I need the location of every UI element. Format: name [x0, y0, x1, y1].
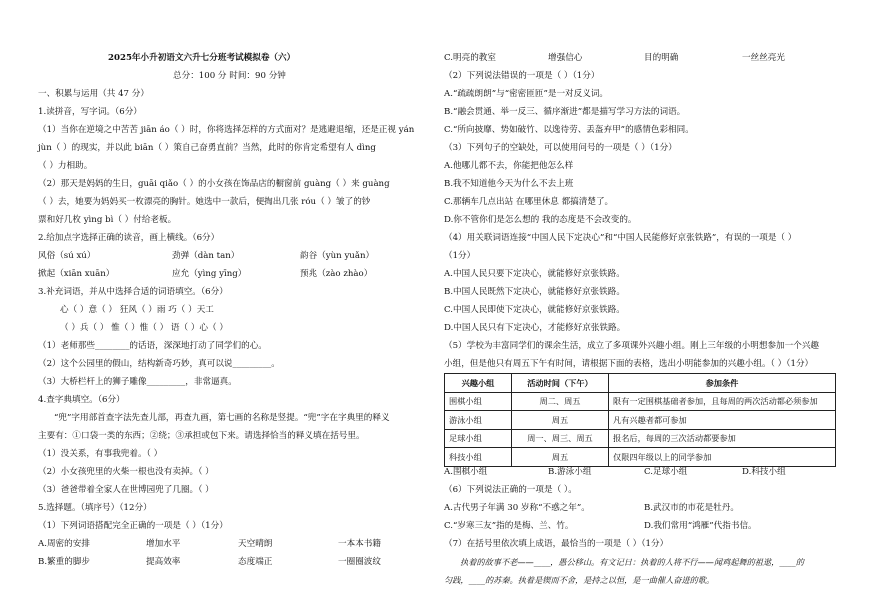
- q5-7-question: （7）在括号里依次填上成语，最恰当的一项是（ ）（1分）: [444, 539, 669, 549]
- q4-paragraph-2: 主要有：①口袋一类的东西；②绕；③承担或包下来。请选择恰当的释义填在括号里。: [38, 431, 365, 441]
- table-cell: 仅限四年级以上的同学参加: [609, 448, 836, 467]
- table-cell: 科技小组: [445, 448, 512, 467]
- q1-line-6: 票和好几枚 yìng bì（ ）付给老板。: [38, 215, 177, 225]
- interest-group-table: [444, 373, 836, 467]
- q5-2-option-c: C.“所向披靡、势如破竹、以逸待劳、丢盔弃甲”的感情色彩相同。: [444, 125, 694, 135]
- q1-title: 1.读拼音，写字词。（6分）: [38, 107, 142, 117]
- q5-4-option-a: A.中国人民只要下定决心，就能修好京张铁路。: [444, 269, 625, 279]
- q2-row-1-a: 风俗（sú xú）: [38, 251, 96, 261]
- q5-7-passage-2: 匀践，____的苏秦。执着是锲而不舍，是持之以恒，是一曲催人奋进的歌。: [444, 575, 715, 585]
- q5-4-score: （1分）: [444, 251, 476, 261]
- q5-3-option-a: A.他哪儿都不去，你能把他怎么样: [444, 161, 574, 171]
- q4-sentence-3: （3）爸爸带着全家人在世博园兜了几圈。（ ）: [38, 485, 214, 495]
- q4-sentence-1: （1）没关系，有事我兜着。（ ）: [38, 449, 163, 459]
- q2-row-2-a: 掀起（xiān xuān）: [38, 269, 115, 279]
- q3-row-2: （ ）兵（ ） 惟（ ）惟（ ） 语（ ）心（ ）: [60, 323, 228, 333]
- q1-line-5: （ ）去，她要为妈妈买一枚漂亮的胸针。她选中一款后，便掏出几张 róu（ ）皱了的钞: [38, 197, 371, 207]
- table-cell: 周一、周三、周五: [512, 429, 609, 448]
- q2-row-1-b: 劲弹（dàn tan）: [172, 251, 240, 261]
- q1-line-4: （2）那天是妈妈的生日，guāi qiǎo（ ）的小女孩在饰品店的橱窗前 guàng（ ）来 guàng: [38, 179, 390, 189]
- table-cell: 周二、周五: [512, 392, 609, 411]
- q5-6-question: （6）下列说法正确的一项是（ ）。: [444, 485, 577, 495]
- q2-row-2-b: 应允（yìng yīng）: [172, 269, 247, 279]
- q3-row-1: 心（ ）意（ ） 狂风（ ）雨 巧（ ）天工: [60, 305, 214, 315]
- table-cell: 足球小组: [445, 429, 512, 448]
- q5-4-question: （4）用关联词语连接“中国人民下定决心”和“中国人民能修好京张铁路”，有误的一项是（ ）: [444, 233, 797, 243]
- q4-paragraph-1: “兜”字用部首查字法先查儿部，再查九画，第七画的名称是竖提。“兜”字在字典里的释义: [54, 413, 390, 423]
- score-time: 总分：100 分 时间：90 分钟: [173, 71, 286, 81]
- q2-title: 2.给加点字选择正确的读音，画上横线。（6分）: [38, 233, 220, 243]
- q5-1-row1-c: 天空晴朗: [238, 539, 273, 549]
- q5-1-row2-d: 一圈圈波纹: [338, 557, 381, 567]
- q1-line-2: jùn（ ）的现实，并以此 biān（ ）策自己奋勇直前？当然，此时的你肯定希望有人 dìng: [38, 143, 376, 153]
- table-row: [445, 429, 836, 448]
- q1-line-3: （ ）力相助。: [38, 161, 93, 171]
- table-cell: 游泳小组: [445, 411, 512, 430]
- q5-5-question-cont: 小组，但是他只有周五下午有时间，请根据下面的表格，选出小明能参加的兴趣小组。（ ）（1分）: [444, 359, 814, 369]
- q5-1-row3-b: 增强信心: [548, 53, 583, 63]
- q5-3-question: （3）下列句子的空缺处，可以使用问号的一项是（ ）（1分）: [444, 143, 677, 153]
- q3-sentence-3: （3）大桥栏杆上的狮子雕像_________，非常逼真。: [38, 377, 237, 387]
- q2-row-2-c: 预兆（zào zhào）: [300, 269, 373, 279]
- q5-1-row2-c: 态度端正: [238, 557, 273, 567]
- q5-6-option-a: A.古代男子年满 30 岁称“不惑之年”。: [444, 503, 590, 513]
- q5-3-option-b: B.我不知道他今天为什么不去上班: [444, 179, 574, 189]
- q5-4-option-c: C.中国人民即使下定决心，就能修好京张铁路。: [444, 305, 625, 315]
- q5-2-option-b: B.“融会贯通、举一反三、循序渐进”都是描写学习方法的词语。: [444, 107, 686, 117]
- table-row: [445, 411, 836, 430]
- exam-title: 2025年小升初语文六升七分班考试模拟卷（六）: [108, 53, 296, 63]
- q5-5-option-c: C.足球小组: [644, 467, 688, 477]
- table-cell: 周五: [512, 448, 609, 467]
- q5-3-option-c: C.那辆车几点出站 在哪里休息 都搞清楚了。: [444, 197, 614, 207]
- q5-5-question: （5）学校为丰富同学们的课余生活，成立了多项课外兴趣小组。刚上三年级的小明想参加一个兴趣: [444, 341, 820, 351]
- table-cell: 周五: [512, 411, 609, 430]
- table-header-cell: 兴趣小组: [445, 374, 512, 393]
- table-header-cell: 活动时间（下午）: [512, 374, 609, 393]
- q5-1-row1-a: A.周密的安排: [38, 539, 90, 549]
- q5-title: 5.选择题。（填序号）（12分）: [38, 503, 152, 513]
- q5-6-option-d: D.我们常用“鸿雁”代指书信。: [644, 521, 757, 531]
- q5-2-question: （2）下列说法错误的一项是（ ）（1分）: [444, 71, 600, 81]
- q5-4-option-b: B.中国人民既然下定决心，就能修好京张铁路。: [444, 287, 625, 297]
- table-cell: 报名后，每周的三次活动都要参加: [609, 429, 836, 448]
- q5-7-passage-1: 执着的故事不老——____，愚公移山。有文记日：执着的人将不行——闻鸡起舞的祖逖，____的: [460, 557, 804, 567]
- q2-row-1-c: 韵谷（yùn yuǎn）: [300, 251, 375, 261]
- q5-1-row3-d: 一丝丝亮光: [742, 53, 785, 63]
- q4-title: 4.查字典填空。（6分）: [38, 395, 125, 405]
- section-1-heading: 一、积累与运用（共 47 分）: [38, 89, 149, 99]
- q5-4-option-d: D.中国人民只有下定决心，才能修好京张铁路。: [444, 323, 626, 333]
- q5-1-question: （1）下列词语搭配完全正确的一项是（ ）（1分）: [38, 521, 228, 531]
- q3-title: 3.补充词语，并从中选择合适的词语填空。（6分）: [38, 287, 228, 297]
- q1-line-1: （1）当你在逆境之中苦苦 jiān áo（ ）时，你将选择怎样的方式面对？是逃避退缩，还是正视 yán: [38, 125, 415, 135]
- table-header-row: [445, 374, 836, 393]
- q5-5-option-d: D.科技小组: [742, 467, 786, 477]
- q3-sentence-1: （1）老师那些________的话语，深深地打动了同学们的心。: [38, 341, 267, 351]
- q5-3-option-d: D.你不管你们是怎么想的 我的态度是不会改变的。: [444, 215, 637, 225]
- q5-5-option-a: A.围棋小组: [444, 467, 488, 477]
- table-cell: 限有一定围棋基础者参加，且每周的两次活动都必须参加: [609, 392, 836, 411]
- table-row: [445, 392, 836, 411]
- q5-1-row2-b: 提高效率: [146, 557, 181, 567]
- q5-1-row1-d: 一本本书籍: [338, 539, 381, 549]
- q5-2-option-a: A.“疏疏朗朗”与“密密匝匝”是一对反义词。: [444, 89, 609, 99]
- q5-6-option-b: B.武汉市的市花是牡丹。: [644, 503, 739, 513]
- table-header-cell: 参加条件: [609, 374, 836, 393]
- q5-1-row2-a: B.繁重的脚步: [38, 557, 91, 567]
- table-cell: 凡有兴趣者都可参加: [609, 411, 836, 430]
- table-cell: 围棋小组: [445, 392, 512, 411]
- q5-1-row3-a: C.明亮的教室: [444, 53, 496, 63]
- q5-5-option-b: B.游泳小组: [548, 467, 592, 477]
- q5-6-option-c: C.“岁寒三友”指的是梅、兰、竹。: [444, 521, 574, 531]
- q3-sentence-2: （2）这个公园里的假山，结构新奇巧妙，真可以说_________。: [38, 359, 280, 369]
- q5-1-row3-c: 目的明确: [644, 53, 679, 63]
- q4-sentence-2: （2）小女孩兜里的火柴一根也没有卖掉。（ ）: [38, 467, 214, 477]
- q5-1-row1-b: 增加水平: [146, 539, 181, 549]
